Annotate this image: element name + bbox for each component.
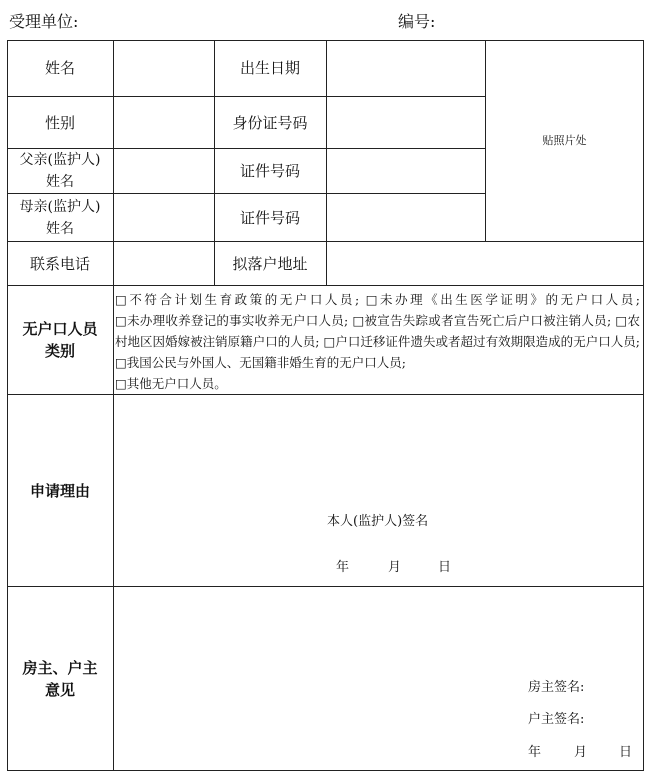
category-option-checkbox[interactable]: □未办理收养登记的事实收养无户口人员; — [115, 313, 349, 328]
phone-label: 联系电话 — [29, 254, 90, 273]
reason-text-area[interactable] — [114, 395, 643, 586]
category-options — [114, 287, 642, 394]
owner-date-day: 日 — [619, 745, 633, 760]
applicant-date-day: 日 — [438, 560, 452, 575]
owner-opinion-line1: 房主、户主 — [22, 659, 98, 677]
birth-date-field[interactable] — [327, 40, 485, 96]
owner-signature-label: 房主签名: — [528, 680, 585, 695]
category-option-checkbox[interactable]: □户口迁移证件遗失或者超过有效期限造成的无户口人员; — [323, 334, 640, 349]
mother-name-label — [7, 194, 113, 241]
father-name-label — [7, 149, 113, 193]
category-option-checkbox[interactable]: □被宣告失踪或者宣告死亡后户口被注销人员; — [352, 313, 612, 328]
father-cert-field[interactable] — [327, 149, 485, 193]
gender-field[interactable] — [114, 97, 214, 148]
owner-opinion-line2: 意见 — [44, 681, 75, 699]
reason-label: 申请理由 — [29, 481, 90, 500]
applicant-date-year: 年 — [336, 560, 350, 575]
mother-cert-field[interactable] — [327, 194, 485, 241]
address-field[interactable] — [327, 242, 643, 285]
father-cert-label: 证件号码 — [239, 162, 300, 180]
owner-date-year: 年 — [528, 745, 542, 760]
id-number-label: 身份证号码 — [232, 113, 308, 132]
registration-form-table — [7, 40, 644, 771]
address-label: 拟落户地址 — [232, 254, 308, 273]
gender-label: 性别 — [44, 113, 75, 132]
category-label — [7, 286, 113, 394]
father-label-line1: 父亲(监护人) — [19, 152, 101, 168]
mother-label-line2: 姓名 — [46, 220, 74, 237]
applicant-signature-label: 本人(监护人)签名 — [327, 514, 429, 529]
birth-date-label: 出生日期 — [239, 59, 300, 77]
category-option-checkbox[interactable]: □农村地区因婚嫁被注销原籍户口的人员; — [115, 313, 640, 349]
owner-date-month: 月 — [574, 745, 588, 760]
applicant-date-month: 月 — [388, 560, 402, 575]
category-options-line1 — [115, 289, 640, 310]
category-option-checkbox[interactable]: □我国公民与外国人、无国籍非婚生育的无户口人员; — [115, 355, 407, 370]
mother-cert-label: 证件号码 — [239, 208, 300, 227]
householder-signature-label: 户主签名: — [528, 712, 585, 727]
photo-placeholder[interactable]: 贴照片处 — [542, 134, 587, 147]
owner-opinion-label — [7, 587, 113, 771]
name-value-field[interactable] — [114, 40, 214, 96]
category-label-line1: 无户口人员 — [22, 320, 98, 338]
category-option-checkbox[interactable]: □其他无户口人员。 — [115, 376, 227, 391]
father-name-field[interactable] — [114, 149, 214, 193]
receiving-office-label: 受理单位: — [9, 12, 79, 31]
mother-name-field[interactable] — [114, 194, 214, 241]
category-label-line2: 类别 — [44, 342, 75, 360]
father-label-line2: 姓名 — [46, 174, 74, 190]
name-label: 姓名 — [44, 59, 75, 77]
category-options-line2 — [115, 310, 640, 373]
serial-number-label: 编号: — [398, 12, 436, 31]
id-number-field[interactable] — [327, 97, 485, 148]
category-option-checkbox[interactable]: □未办理《出生医学证明》的无户口人员; — [365, 292, 640, 307]
category-option-checkbox[interactable]: □不符合计划生育政策的无户口人员; — [115, 292, 360, 307]
category-options-line5 — [115, 373, 640, 394]
mother-label-line1: 母亲(监护人) — [19, 198, 101, 215]
phone-field[interactable] — [114, 242, 214, 285]
